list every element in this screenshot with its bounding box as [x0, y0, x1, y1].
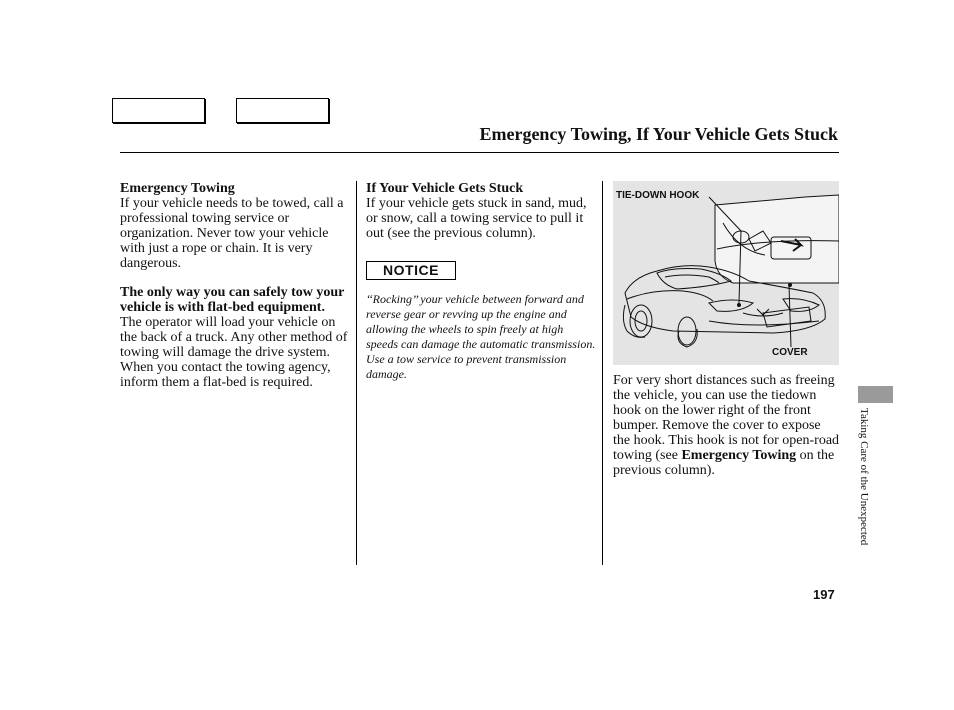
- tie-down-hook-section: [613, 373, 841, 478]
- page-number: 197: [813, 587, 835, 602]
- page-title: Emergency Towing, If Your Vehicle Gets Stuck: [479, 124, 838, 144]
- paragraph-text: For very short distances such as freeing the vehicle, you can use the tiedown hook on the lower right of the front bumper. Remove the cover to expose the hook. This hook is not for open-road towing (see: [613, 373, 840, 463]
- cross-reference: Emergency Towing: [681, 448, 797, 463]
- paragraph: [613, 373, 841, 478]
- car-front-drawing: [613, 181, 839, 365]
- paragraph: If your vehicle gets stuck in sand, mud, or snow, call a towing service to pull it out (see the previous column).: [366, 196, 587, 241]
- section-label: Taking Care of the Unexpected: [858, 408, 870, 546]
- paragraph: If your vehicle needs to be towed, call a professional towing service or organization. Never tow your vehicle with just a rope or chain. It is very dangerous.: [120, 196, 344, 271]
- title-divider: [120, 152, 839, 153]
- tie-down-hook-illustration: [613, 181, 839, 365]
- notice-badge: NOTICE: [366, 261, 456, 280]
- emergency-towing-section: [120, 181, 348, 390]
- bold-statement: The only way you can safely tow your vehicle is with flat-bed equipment.: [120, 285, 345, 315]
- notice-text: ‘‘Rocking’’ your vehicle between forward and reverse gear or revving up the engine and allowing the wheels to spin freely at high speeds can damage the automatic transmission. Use a tow service to prevent transmission damage.: [366, 292, 596, 381]
- column-divider: [356, 181, 357, 565]
- stuck-vehicle-section: [366, 181, 596, 382]
- cover-label: COVER: [772, 347, 808, 358]
- paragraph-text: The operator will load your vehicle on the back of a truck. Any other method of towing will damage the drive system. When you contact the towing agency, inform them a flat-bed is required.: [120, 315, 348, 390]
- section-tab-marker: [858, 386, 893, 403]
- next-page-button[interactable]: [236, 98, 329, 123]
- section-heading: If Your Vehicle Gets Stuck: [366, 181, 524, 196]
- paragraph-text: on the previous column).: [613, 448, 835, 478]
- section-heading: Emergency Towing: [120, 181, 235, 196]
- paragraph: [120, 285, 348, 390]
- column-divider: [602, 181, 603, 565]
- tie-down-hook-label: TIE-DOWN HOOK: [616, 190, 700, 201]
- previous-page-button[interactable]: [112, 98, 205, 123]
